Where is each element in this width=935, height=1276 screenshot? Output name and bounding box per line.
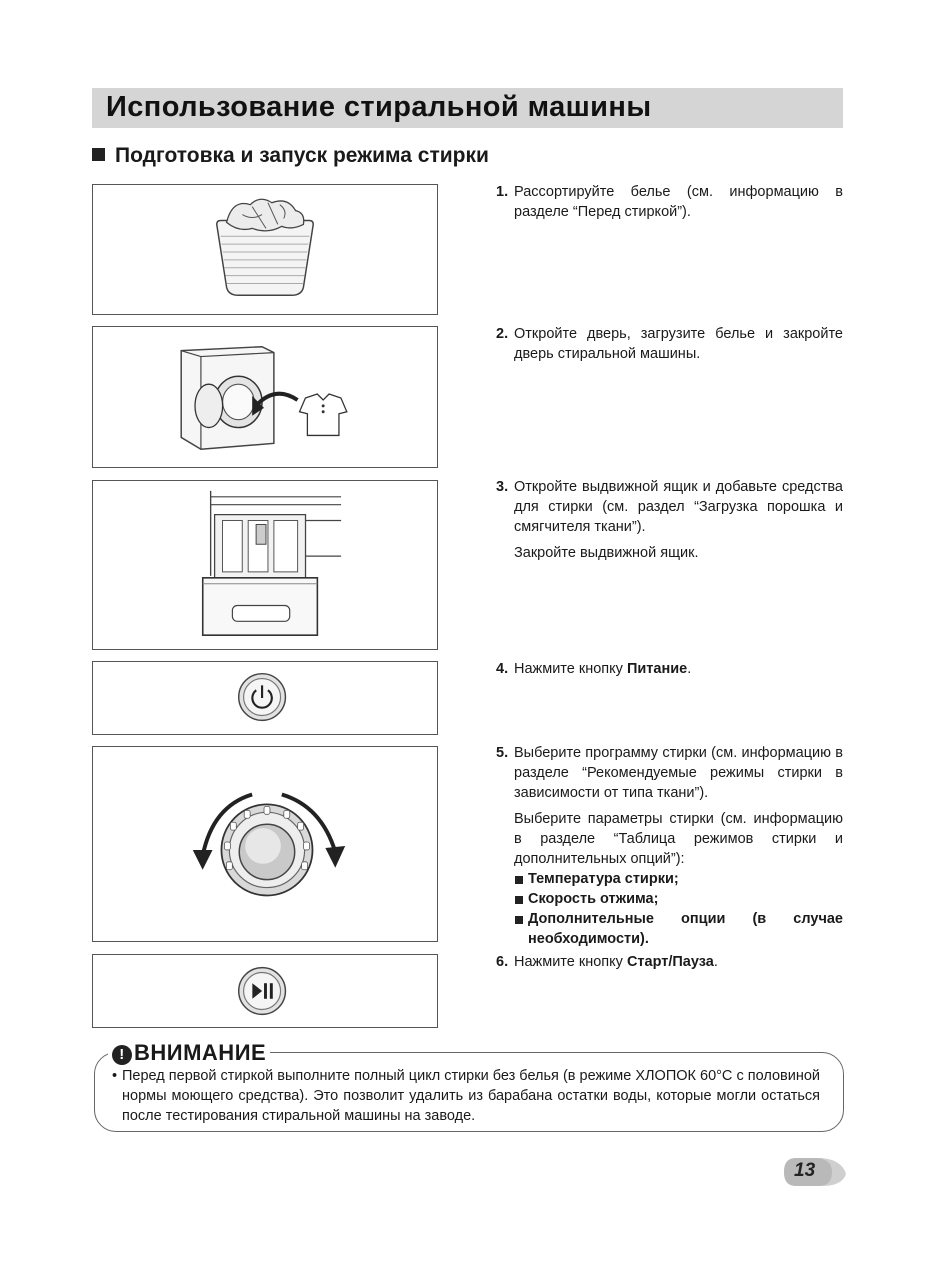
step-6	[496, 952, 843, 978]
washing-machine-icon	[93, 327, 437, 467]
step-3	[496, 477, 843, 569]
square-bullet-icon	[92, 148, 105, 161]
figure-load-laundry	[92, 326, 438, 468]
step-text: Рассортируйте белье (см. информацию в разделе “Перед стиркой”).	[514, 184, 843, 220]
laundry-basket-icon	[93, 185, 437, 314]
title-bar	[92, 88, 843, 128]
step-number: 6.	[496, 954, 509, 970]
step-text: Откройте дверь, загрузите белье и закройте дверь стиральной машины.	[514, 326, 843, 362]
page-number: 13	[794, 1160, 816, 1181]
button-name-power: Питание	[626, 661, 688, 677]
step-extra-text: Выберите параметры стирки (см. информацию в разделе “Таблица режимов стирки и дополнительных опций”):	[514, 811, 843, 867]
figure-power-button	[92, 661, 438, 735]
figure-program-dial	[92, 746, 438, 942]
figure-laundry-basket	[92, 184, 438, 315]
option-additional: Дополнительные опции (в случае необходимости).	[514, 909, 843, 949]
step-text: Нажмите кнопку	[514, 661, 627, 677]
button-name-start-pause: Старт/Пауза	[626, 954, 714, 970]
step-number: 5.	[496, 745, 509, 761]
options-list	[514, 869, 843, 949]
step-text-end: .	[687, 661, 692, 677]
page-title: Использование стиральной машины	[106, 91, 652, 123]
exclamation-icon: !	[112, 1045, 132, 1065]
detergent-drawer-icon	[93, 481, 437, 649]
warning-title: ВНИМАНИЕ	[134, 1040, 267, 1065]
step-extra-text: Закройте выдвижной ящик.	[514, 545, 699, 561]
step-number: 3.	[496, 479, 509, 495]
section-heading	[92, 144, 489, 168]
option-temperature: Температура стирки;	[514, 869, 843, 889]
step-4	[496, 659, 843, 685]
section-title: Подготовка и запуск режима стирки	[115, 144, 489, 167]
figure-detergent-drawer	[92, 480, 438, 650]
step-1	[496, 182, 843, 228]
warning-body	[112, 1066, 820, 1126]
power-button-icon	[93, 662, 437, 734]
step-text: Выберите программу стирки (см. информацию в разделе “Рекомендуемые режимы стирки в зависимости от типа ткани”).	[514, 745, 843, 801]
step-text-end: .	[713, 954, 718, 970]
page-number-tab	[782, 1156, 846, 1188]
option-spin-speed: Скорость отжима;	[514, 889, 843, 909]
program-dial-icon	[93, 747, 437, 941]
warning-heading	[108, 1040, 270, 1066]
bullet-icon: •	[112, 1068, 118, 1084]
step-text: Нажмите кнопку	[514, 954, 627, 970]
step-number: 1.	[496, 184, 509, 200]
step-number: 2.	[496, 326, 509, 342]
step-5	[496, 743, 843, 949]
step-text: Откройте выдвижной ящик и добавьте средства для стирки (см. раздел “Загрузка порошка и смягчителя ткани”).	[514, 479, 843, 535]
figure-start-pause-button	[92, 954, 438, 1028]
step-2	[496, 324, 843, 370]
step-number: 4.	[496, 661, 509, 677]
start-pause-icon	[93, 955, 437, 1027]
warning-text: Перед первой стиркой выполните полный цикл стирки без белья (в режиме ХЛОПОК 60°C с половиной нормы моющего средства). Это позволит удалить из барабана остатки воды, которые могли остаться после тестирования стиральной машины на заводе.	[122, 1068, 820, 1124]
